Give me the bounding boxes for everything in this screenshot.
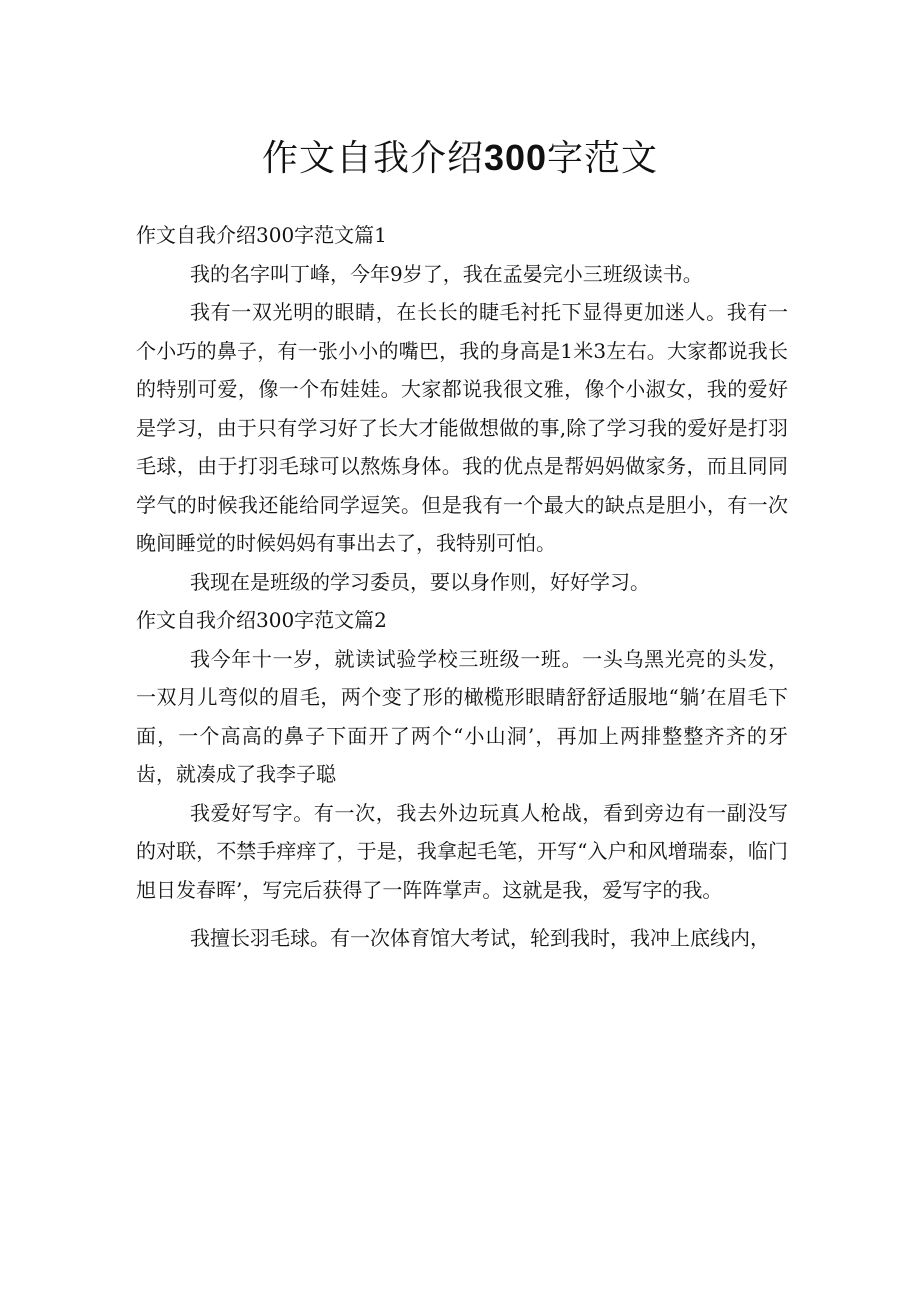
document-body (136, 216, 788, 958)
page-title: 作文自我介绍300字范文 (261, 137, 659, 179)
section-heading: 作文自我介绍300字范文篇2 (136, 608, 387, 632)
title-number: 300 (483, 137, 548, 178)
paragraph: 我现在是班级的学习委员，要以身作则，好好学习。 (190, 569, 650, 594)
paragraph: 我的名字叫丁峰，今年9岁了，我在孟晏完小三班级读书。 (190, 261, 703, 286)
paragraph: 我有一双光明的眼睛，在长长的睫毛衬托下显得更加迷人。我有一个小巧的鼻子，有一张小小的嘴巴，我的身高是1米3左右。大家都说我长的特别可爱，像一个布娃娃。大家都说我很文雅，像个小淑女，我的爱好是学习，由于只有学习好了长大才能做想做的事,除了学习我的爱好是打羽毛球，由于打羽毛球可以熬炼身体。我的优点是帮妈妈做家务，而且同同学气的时候我还能给同学逗笑。但是我有一个最大的缺点是胆小，有一次晚间睡觉的时候妈妈有事出去了，我特别可怕。 (136, 300, 788, 555)
paragraph: 我擅长羽毛球。有一次体育馆大考试，轮到我时，我冲上底线内， (190, 926, 770, 950)
paragraph: 我今年十一岁，就读试验学校三班级一班。一头乌黑光亮的头发，一双月儿弯似的眉毛，两个变了形的橄榄形眼睛舒舒适服地“躺’在眉毛下面，一个高高的鼻子下面开了两个“小山洞’，再加上两排整整齐齐的牙齿，就凑成了我李子聪 (136, 646, 788, 786)
paragraph: 我爱好写字。有一次，我去外边玩真人枪战，看到旁边有一副没写的对联，不禁手痒痒了，于是，我拿起毛笔，开写“入户和风增瑞泰，临门旭日发春晖’，写完后获得了一阵阵掌声。这就是我，爱写字的我。 (136, 800, 788, 902)
section-heading: 作文自我介绍300字范文篇1 (136, 223, 387, 247)
